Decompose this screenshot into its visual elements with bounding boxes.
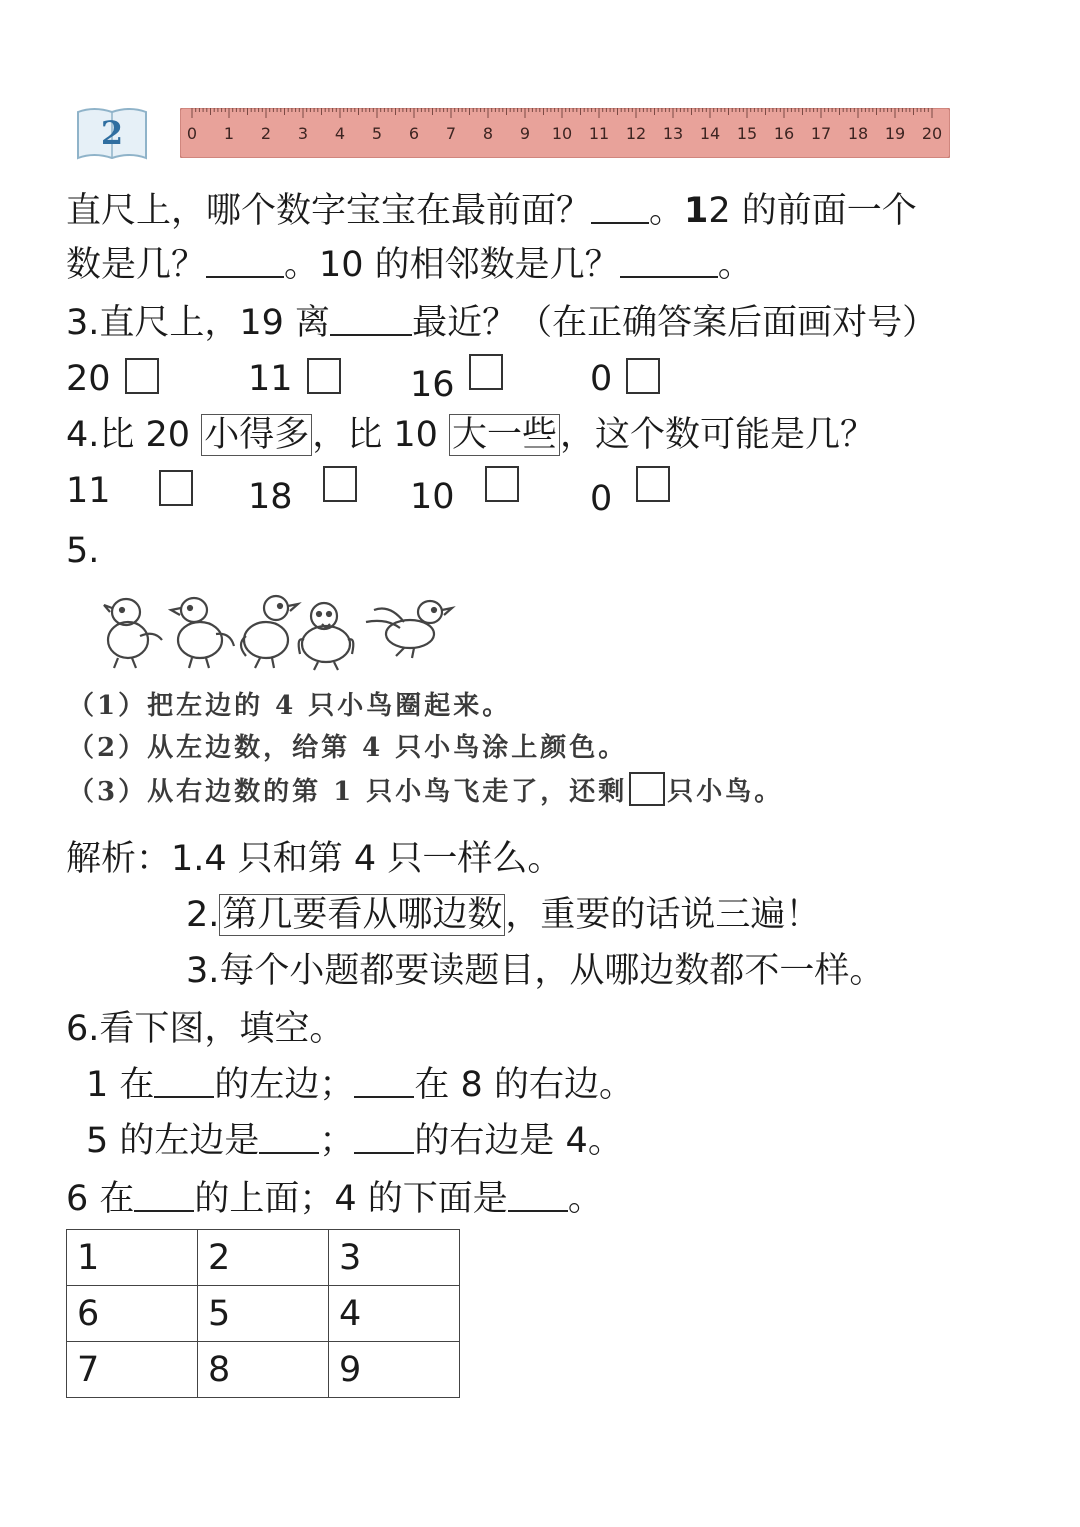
ruler-image	[180, 108, 950, 158]
q2-text-a: 直尺上，哪个数字宝宝在最前面？	[66, 191, 592, 231]
grid-cell: 8	[198, 1342, 329, 1398]
q3-text-b: 最近？（在正确答案后面画对号）	[412, 303, 938, 343]
ruler-number: 9	[519, 124, 531, 143]
ruler-number: 18	[847, 124, 869, 143]
ruler-number: 11	[588, 124, 610, 143]
analysis-boxed-text: 第几要看从哪边数	[219, 894, 505, 936]
q4-text-a: 4.比 20	[66, 415, 202, 455]
q4-text-c: ，这个数可能是几？	[560, 415, 876, 455]
checkbox[interactable]	[125, 358, 159, 394]
grid-cell: 6	[67, 1286, 198, 1342]
analysis-label: 解析：	[66, 839, 172, 879]
grid-cell: 9	[329, 1342, 460, 1398]
ruler-number: 13	[662, 124, 684, 143]
bird-icon	[299, 603, 354, 670]
book-icon	[74, 104, 150, 162]
q3-text-a: 3.直尺上，19 离	[66, 303, 331, 343]
book-badge-number: 2	[100, 114, 124, 152]
answer-blank[interactable]	[134, 1174, 194, 1212]
analysis-item-2-number: 2.	[186, 895, 220, 935]
answer-blank[interactable]	[354, 1116, 414, 1154]
grid-cell: 4	[329, 1286, 460, 1342]
number-grid	[66, 1229, 460, 1398]
q6-line-3	[66, 1174, 603, 1224]
q5-sub3-text-a: （3）从右边数的第 1 只小鸟飞走了，还剩	[68, 777, 628, 807]
grid-row	[67, 1342, 460, 1398]
question-2-line-1	[66, 186, 917, 236]
checkbox[interactable]	[307, 358, 341, 394]
answer-blank[interactable]	[354, 1060, 414, 1098]
answer-blank[interactable]	[206, 240, 284, 278]
bird-icon	[241, 596, 298, 668]
question-4	[66, 410, 875, 460]
q2-text-e: 。10 的相邻数是几？	[284, 245, 620, 285]
q6-text: 的右边是 4。	[414, 1121, 623, 1161]
ruler-number: 8	[482, 124, 494, 143]
q2-text-b: 。	[649, 191, 685, 231]
q6-text: 的上面；4 的下面是	[194, 1179, 508, 1219]
q2-text-c: 2 的前面一个	[708, 191, 917, 231]
ruler-number: 16	[773, 124, 795, 143]
q4-option: 10	[410, 466, 519, 522]
grid-cell: 5	[198, 1286, 329, 1342]
q4-boxed-text: 小得多	[201, 414, 312, 456]
ruler-number: 19	[884, 124, 906, 143]
grid-cell: 7	[67, 1342, 198, 1398]
ruler-number: 6	[408, 124, 420, 143]
ruler-number: 4	[334, 124, 346, 143]
checkbox[interactable]	[323, 466, 357, 502]
q6-text: 6 在	[66, 1179, 135, 1219]
q4-boxed-text: 大一些	[449, 414, 560, 456]
answer-blank[interactable]	[330, 298, 412, 336]
grid-row	[67, 1230, 460, 1286]
q6-text: 1 在	[86, 1065, 155, 1105]
analysis-item-2-rest: ，重要的话说三遍！	[505, 895, 821, 935]
answer-blank[interactable]	[259, 1116, 319, 1154]
bird-icon	[104, 599, 162, 668]
question-6-title: 6.看下图，填空。	[66, 1009, 345, 1049]
q3-option: 0	[590, 354, 660, 404]
grid-row	[67, 1286, 460, 1342]
q6-line-2	[86, 1116, 623, 1166]
checkbox[interactable]	[469, 354, 503, 390]
ruler-number: 2	[260, 124, 272, 143]
q2-text-f: 。	[717, 245, 753, 285]
checkbox[interactable]	[626, 358, 660, 394]
q5-subquestion-2: （2）从左边数，给第 4 只小鸟涂上颜色。	[68, 733, 628, 763]
q5-subquestion-1: （1）把左边的 4 只小鸟圈起来。	[68, 691, 512, 721]
ruler-number: 5	[371, 124, 383, 143]
birds-illustration	[96, 590, 456, 672]
ruler-number: 15	[736, 124, 758, 143]
checkbox[interactable]	[636, 466, 670, 502]
answer-blank[interactable]	[154, 1060, 214, 1098]
q6-text: 。	[567, 1179, 603, 1219]
ruler-number: 14	[699, 124, 721, 143]
q6-text: 在 8 的右边。	[414, 1065, 634, 1105]
checkbox[interactable]	[485, 466, 519, 502]
analysis-item-1: 1.4 只和第 4 只一样么。	[171, 839, 563, 879]
bird-icon	[171, 598, 234, 668]
question-5-label: 5.	[66, 531, 100, 571]
question-3	[66, 298, 937, 348]
question-2-line-2	[66, 240, 753, 290]
bird-icon	[366, 601, 452, 658]
q2-text-d: 数是几？	[66, 245, 207, 285]
ruler-number: 12	[625, 124, 647, 143]
answer-blank[interactable]	[508, 1174, 568, 1212]
analysis-line-3: 3.每个小题都要读题目，从哪边数都不一样。	[186, 951, 885, 991]
ruler-number: 7	[445, 124, 457, 143]
analysis-line-1	[66, 834, 562, 884]
grid-cell: 2	[198, 1230, 329, 1286]
ruler-number: 20	[921, 124, 943, 143]
q6-text: ；	[319, 1121, 355, 1161]
q2-bold-digit: 1	[684, 191, 709, 231]
ruler-number: 10	[551, 124, 573, 143]
q5-sub3-text-b: 只小鸟。	[667, 777, 784, 807]
ruler-number: 3	[297, 124, 309, 143]
ruler-number: 17	[810, 124, 832, 143]
answer-blank[interactable]	[591, 186, 649, 224]
q5-subquestion-3	[68, 772, 783, 812]
q6-line-1	[86, 1060, 634, 1110]
analysis-line-2	[186, 890, 820, 940]
ruler-number: 1	[223, 124, 235, 143]
q3-option: 16	[410, 354, 503, 410]
q3-option: 20	[66, 354, 159, 404]
q4-option: 18	[248, 466, 357, 522]
q6-text: 的左边；	[214, 1065, 355, 1105]
grid-cell: 3	[329, 1230, 460, 1286]
checkbox[interactable]	[159, 470, 193, 506]
ruler-number: 0	[186, 124, 198, 143]
q4-text-b: ，比 10	[312, 415, 449, 455]
q3-option: 11	[248, 354, 341, 404]
q4-option: 11	[66, 466, 193, 516]
answer-blank[interactable]	[620, 240, 718, 278]
q4-option: 0	[590, 466, 670, 524]
q6-text: 5 的左边是	[86, 1121, 260, 1161]
answer-box[interactable]	[629, 772, 665, 806]
grid-cell: 1	[67, 1230, 198, 1286]
